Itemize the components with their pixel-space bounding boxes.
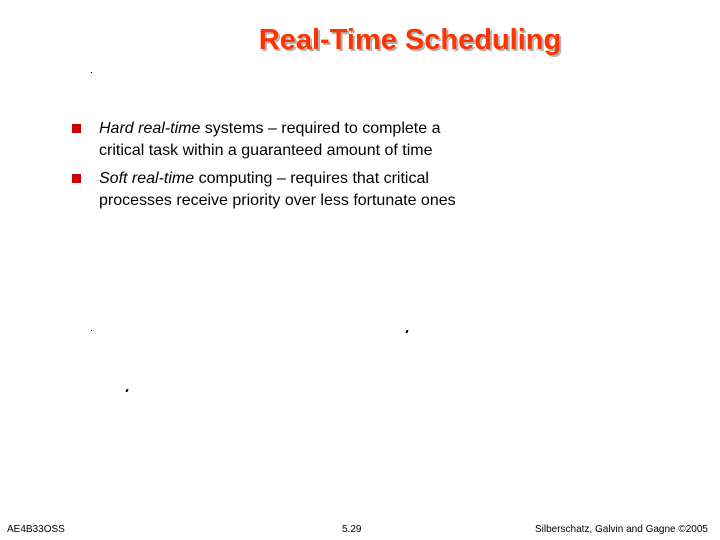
bullet-item-hard-real-time: [72, 118, 592, 162]
stray-tick-mark: [125, 389, 128, 392]
footer-copyright: Silberschatz, Galvin and Gagne ©2005: [534, 524, 708, 535]
bullet-list: [72, 118, 592, 218]
square-bullet-icon: [72, 124, 81, 133]
bullet-text: computing – requires that critical: [194, 170, 429, 187]
bullet-line: [99, 170, 429, 187]
footer-course-code: AE4B33OSS: [7, 524, 65, 535]
bullet-text-continued: processes receive priority over less fortunate ones: [99, 192, 456, 209]
bullet-emphasis: Soft real-time: [99, 170, 195, 187]
square-bullet-icon: [72, 174, 81, 183]
bullet-text: systems – required to complete a: [200, 120, 441, 137]
stray-tick-mark: [405, 330, 408, 333]
stray-dot-mark: [91, 72, 92, 73]
stray-dot-mark: [91, 330, 92, 331]
footer-slide-number: 5.29: [342, 524, 362, 535]
bullet-text-continued: critical task within a guaranteed amount of time: [99, 142, 433, 159]
slide-title: Real-Time Scheduling: [258, 24, 562, 56]
bullet-item-soft-real-time: [72, 168, 592, 212]
bullet-line: [99, 120, 440, 137]
bullet-emphasis: Hard real-time: [99, 120, 201, 137]
